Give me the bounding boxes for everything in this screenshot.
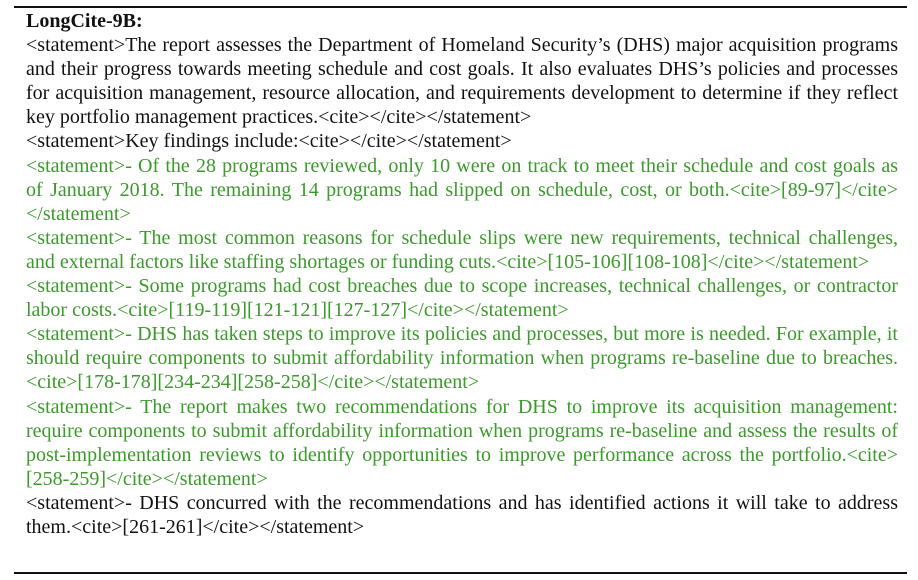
top-rule [14, 6, 907, 8]
bottom-rule [14, 572, 907, 574]
statement-paragraph: <statement>- Some programs had cost breaches due to scope increases, technical challenges, or contractor labor costs.<cite>[119-119][121-121][127-127]</cite></statement> [26, 275, 898, 322]
model-output-box [26, 9, 898, 539]
statement-paragraph: <statement>- The most common reasons for schedule slips were new requirements, technical challenges, and external factors like staffing shortages or funding cuts.<cite>[105-106][108-108]</cite></statement> [26, 226, 898, 273]
statement-paragraph: <statement>- The report makes two recommendations for DHS to improve its acquisition management: require components to submit affordability information when programs re-baseline and assess the results of post-implementation reviews to identify opportunities to improve performance across the portfolio.<cite>[258-259]</cite></statement> [26, 395, 898, 490]
model-title: LongCite-9B: [26, 10, 143, 32]
statement-paragraph: <statement>- Of the 28 programs reviewed, only 10 were on track to meet their schedule and cost goals as of January 2018. The remaining 14 programs had slipped on schedule, cost, or both.<cite>[89-97]</cite></statement> [26, 154, 898, 225]
statement-paragraph: <statement>Key findings include:<cite></cite></statement> [26, 130, 512, 153]
statement-paragraph: <statement>- DHS concurred with the recommendations and has identified actions it will take to address them.<cite>[261-261]</cite></statement> [26, 491, 898, 538]
statement-paragraph: <statement>- DHS has taken steps to improve its policies and processes, but more is needed. For example, it should require components to submit affordability information when programs re-baseline due to breaches.<cite>[178-178][234-234][258-258]</cite></statement> [26, 323, 898, 394]
statement-paragraph: <statement>The report assesses the Department of Homeland Security’s (DHS) major acquisition programs and their progress towards meeting schedule and cost goals. It also evaluates DHS’s policies and processes for acquisition management, resource allocation, and requirements development to determine if they reflect key portfolio management practices.<cite></cite></statement> [26, 34, 898, 129]
